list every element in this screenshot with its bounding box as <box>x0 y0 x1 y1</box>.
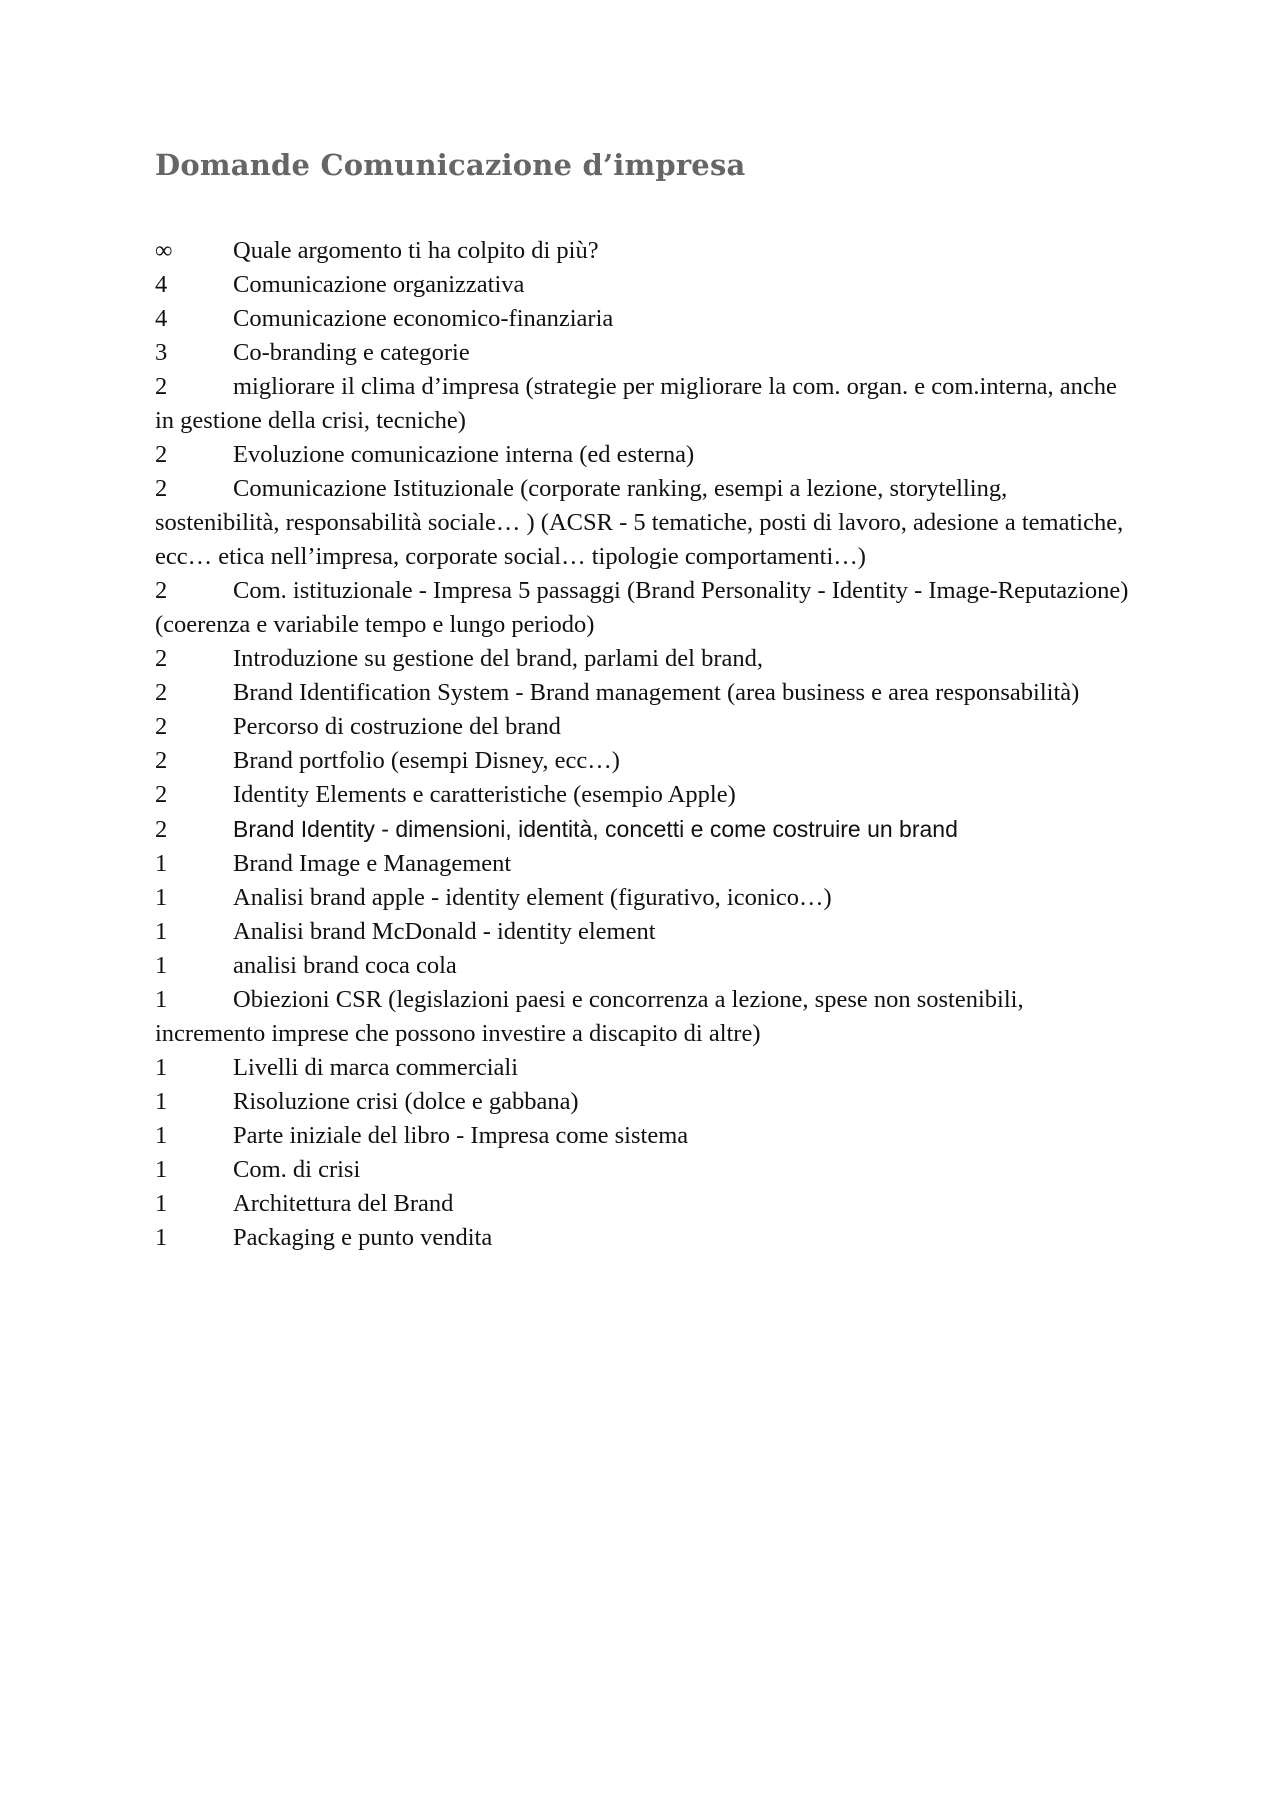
item-text: migliorare il clima d’impresa (strategie per migliorare la com. organ. e com.interna, anche in gestione della crisi, tecniche) <box>155 373 1117 434</box>
item-count: 2 <box>155 816 168 843</box>
item-text: Brand Image e Management <box>233 850 512 877</box>
item-text: Com. istituzionale - Impresa 5 passaggi (Brand Personality - Identity - Image-Reputazione) (coerenza e variabile tempo e lungo periodo) <box>155 577 1129 638</box>
item-text: Percorso di costruzione del brand <box>233 713 561 740</box>
list-item <box>155 949 1135 983</box>
item-count: 1 <box>155 1190 168 1217</box>
item-count: 2 <box>155 441 168 468</box>
item-text: Analisi brand apple - identity element (figurativo, iconico…) <box>233 884 832 911</box>
page-title: Domande Comunicazione d’impresa <box>155 148 746 182</box>
item-count: ∞ <box>155 237 173 264</box>
item-text: Livelli di marca commerciali <box>233 1054 519 1081</box>
item-text: Brand portfolio (esempi Disney, ecc…) <box>233 747 620 774</box>
list-item <box>155 778 1135 812</box>
list-item <box>155 915 1135 949</box>
item-text: Comunicazione Istituzionale (corporate ranking, esempi a lezione, storytelling, sostenibilità, responsabilità sociale… ) (ACSR - 5 tematiche, posti di lavoro, adesione a tematiche, ecc… etica nell’impresa, corporate social… tipologie comportamenti…) <box>155 475 1124 570</box>
item-text: Parte iniziale del libro - Impresa come sistema <box>233 1122 689 1149</box>
item-text: Com. di crisi <box>233 1156 361 1183</box>
item-text: Evoluzione comunicazione interna (ed esterna) <box>233 441 695 468</box>
item-text: Comunicazione organizzativa <box>233 271 525 298</box>
item-text: Identity Elements e caratteristiche (esempio Apple) <box>233 781 736 808</box>
item-text: Obiezioni CSR (legislazioni paesi e concorrenza a lezione, spese non sostenibili, incremento imprese che possono investire a discapito di altre) <box>155 986 1024 1047</box>
item-count: 1 <box>155 1054 168 1081</box>
list-item <box>155 1085 1135 1119</box>
item-count: 1 <box>155 850 168 877</box>
item-count: 2 <box>155 645 168 672</box>
item-count: 1 <box>155 884 168 911</box>
item-count: 2 <box>155 475 168 502</box>
item-count: 2 <box>155 781 168 808</box>
item-count: 2 <box>155 713 168 740</box>
item-text: Analisi brand McDonald - identity element <box>233 918 656 945</box>
list-item <box>155 812 1135 847</box>
item-count: 2 <box>155 373 168 400</box>
list-item <box>155 472 1135 574</box>
item-text: Co-branding e categorie <box>233 339 470 366</box>
item-text: Brand Identification System - Brand management (area business e area responsabilità) <box>233 679 1080 706</box>
list-item <box>155 1221 1135 1255</box>
item-count: 2 <box>155 577 168 604</box>
item-text: Quale argomento ti ha colpito di più? <box>233 237 599 264</box>
item-text: Brand Identity - dimensioni, identità, concetti e come costruire un brand <box>233 816 958 842</box>
item-count: 1 <box>155 1156 168 1183</box>
item-text: Comunicazione economico-finanziaria <box>233 305 614 332</box>
list-item <box>155 234 1135 268</box>
list-item <box>155 370 1135 438</box>
item-count: 1 <box>155 1088 168 1115</box>
list-item <box>155 302 1135 336</box>
item-count: 1 <box>155 918 168 945</box>
item-text: analisi brand coca cola <box>233 952 457 979</box>
list-item <box>155 847 1135 881</box>
list-item <box>155 642 1135 676</box>
item-text: Architettura del Brand <box>233 1190 454 1217</box>
list-item <box>155 744 1135 778</box>
item-count: 4 <box>155 305 168 332</box>
list-item <box>155 1051 1135 1085</box>
item-count: 1 <box>155 986 168 1013</box>
list-item <box>155 438 1135 472</box>
item-count: 1 <box>155 1224 168 1251</box>
item-count: 2 <box>155 747 168 774</box>
list-item <box>155 1153 1135 1187</box>
item-count: 1 <box>155 952 168 979</box>
item-text: Packaging e punto vendita <box>233 1224 493 1251</box>
item-count: 1 <box>155 1122 168 1149</box>
item-text: Risoluzione crisi (dolce e gabbana) <box>233 1088 579 1115</box>
list-item <box>155 983 1135 1051</box>
item-count: 3 <box>155 339 168 366</box>
list-item <box>155 1119 1135 1153</box>
list-item <box>155 881 1135 915</box>
list-item <box>155 710 1135 744</box>
list-item <box>155 336 1135 370</box>
item-count: 4 <box>155 271 168 298</box>
list-item <box>155 268 1135 302</box>
question-list <box>155 234 1135 1255</box>
item-text: Introduzione su gestione del brand, parlami del brand, <box>233 645 763 672</box>
item-count: 2 <box>155 679 168 706</box>
list-item <box>155 574 1135 642</box>
list-item <box>155 1187 1135 1221</box>
list-item <box>155 676 1135 710</box>
